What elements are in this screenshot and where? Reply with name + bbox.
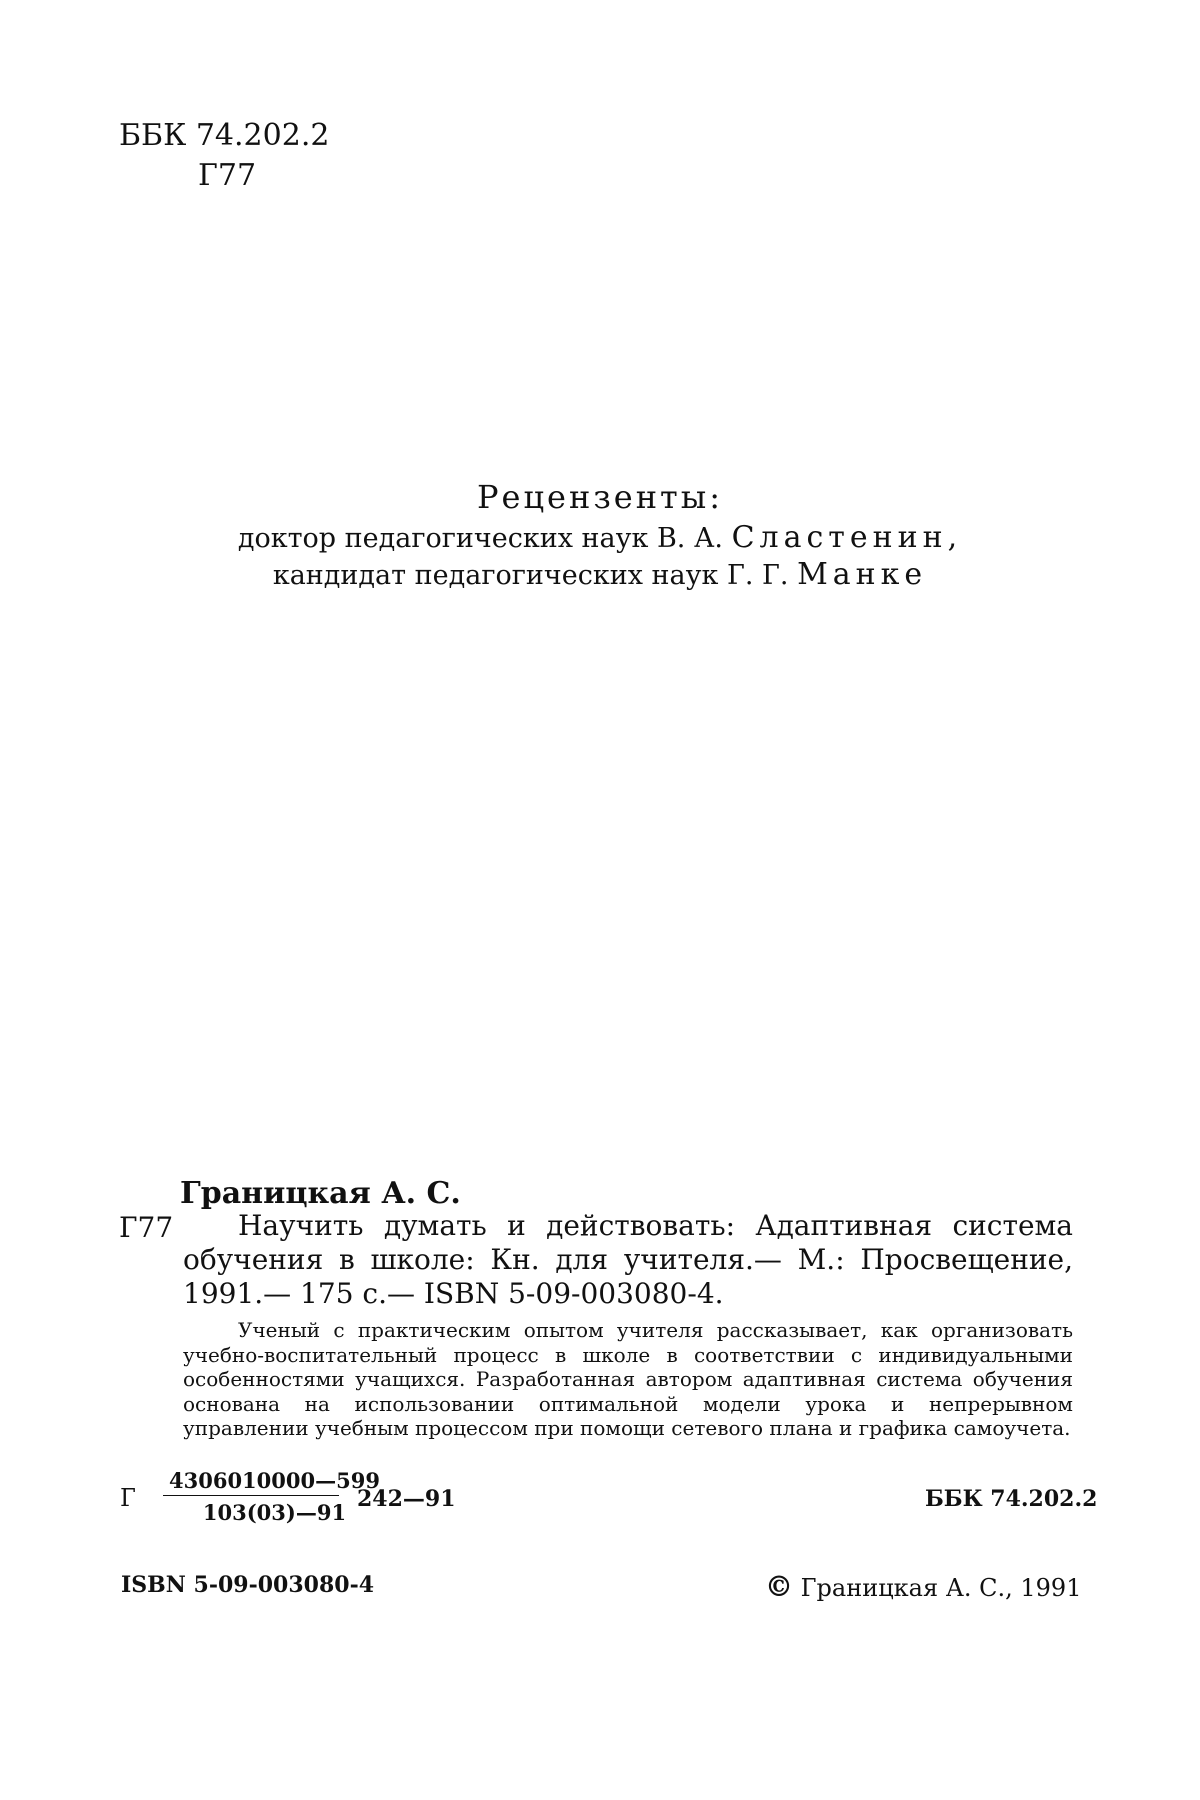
- reviewer-1: [0, 520, 1200, 557]
- index-fraction: [163, 1468, 386, 1525]
- reviewer-1-name: Сластенин,: [731, 520, 963, 555]
- catalog-author-mark: Г77: [119, 1211, 174, 1244]
- index-letter: Г: [120, 1484, 136, 1512]
- bbk-bottom: ББК 74.202.2: [925, 1486, 1098, 1512]
- index-number: 242—91: [357, 1486, 456, 1512]
- reviewer-2-title: кандидат педагогических наук Г. Г.: [272, 560, 789, 591]
- catalog-author: Границкая А. С.: [180, 1176, 461, 1211]
- reviewers-heading: Рецензенты:: [477, 478, 723, 516]
- bibliographic-description: [183, 1209, 1073, 1311]
- index-denominator: 103(03)—91: [202, 1500, 347, 1525]
- annotation: Ученый с практическим опытом учителя рассказывает, как организовать учебно-воспитательный процесс в школе в соответствии с индивидуальными особенностями учащихся. Разработанная автором адаптивная система обучения основана на использовании оптимальной модели урока и непрерывном управлении учебным процессом при помощи сетевого плана и графика самоучета.: [183, 1318, 1073, 1440]
- isbn: ISBN 5-09-003080-4: [121, 1572, 375, 1598]
- author-mark: Г77: [198, 158, 257, 193]
- copyright-text: Границкая А. С., 1991: [800, 1574, 1082, 1602]
- bbk-classification: ББК 74.202.2: [119, 118, 330, 153]
- bibliographic-text: Научить думать и действовать: Адаптивная система обучения в школе: Кн. для учителя.— М.: Просвещение, 1991.— 175 с.— ISBN 5-09-003080-4.: [183, 1209, 1073, 1310]
- reviewer-1-title: доктор педагогических наук В. А.: [237, 523, 723, 554]
- reviewers-block: [0, 478, 1200, 594]
- index-numerator: 4306010000—599: [169, 1468, 380, 1493]
- copyright-icon: ©: [765, 1570, 793, 1603]
- reviewer-2-name: Манке: [797, 557, 928, 592]
- reviewer-2: [0, 557, 1200, 594]
- copyright: [765, 1570, 1081, 1603]
